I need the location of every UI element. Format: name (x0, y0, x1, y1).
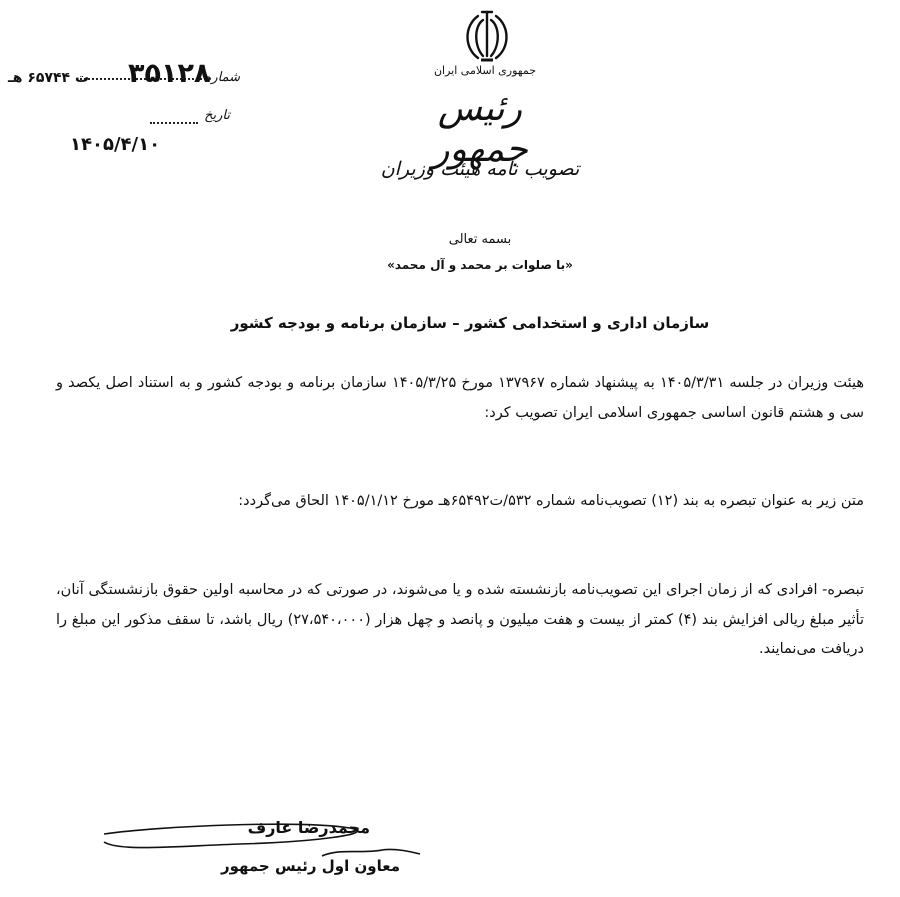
paragraph-amendment: متن زیر به عنوان تبصره به بند (۱۲) تصویب‌نامه شماره ۵۳۲/ت۶۵۴۹۲هـ مورخ ۱۴۰۵/۱/۱۲ الحاق می‌گردد: (238, 493, 864, 509)
paragraph-note: تبصره- افرادی که از زمان اجرای این تصویب‌نامه بازنشسته شده و یا می‌شوند، در صورتی که در محاسبه اولین حقوق بازنشستگی آنان، تأثیر مبلغ ریالی افزایش بند (۴) کمتر از بیست و هفت میلیون و پانصد و چهل هزار (۲۷،۵۴۰،۰۰۰) ریال باشد، تا سقف مذکور این مبلغ را دریافت می‌نمایند. (56, 582, 864, 657)
letter-number: ۳۵۱۲۸ (128, 58, 211, 89)
addressee-heading: سازمان اداری و استخدامی کشور – سازمان برنامه و بودجه کشور (230, 314, 710, 332)
number-label: شماره (204, 70, 240, 85)
letter-date: ۱۴۰۵/۴/۱۰ (70, 134, 161, 155)
approval-caption: تصویب نامه هیئت وزیران (380, 158, 580, 180)
signatory-name: محمدرضا عارف (247, 818, 370, 837)
date-dotted-line (150, 122, 198, 124)
bismillah: بسمه تعالی (448, 232, 512, 247)
letter-number-row (8, 58, 240, 92)
letter-date-row (150, 108, 230, 132)
date-label: تاریخ (204, 108, 230, 123)
iran-emblem-icon (456, 6, 518, 64)
paragraph-approval: هیئت وزیران در جلسه ۱۴۰۵/۳/۳۱ به پیشنهاد شماره ۱۳۷۹۶۷ مورخ ۱۴۰۵/۳/۲۵ سازمان برنامه و بودجه کشور و به استناد اصل یکصد و سی و هشتم قانون اساسی جمهوری اسلامی ایران تصویب کرد: (56, 375, 865, 421)
signatory-title: معاون اول رئیس جمهور (220, 857, 400, 875)
letter-code: ت ۶۵۷۴۴ هـ (8, 70, 90, 86)
salawat: «با صلوات بر محمد و آل محمد» (387, 258, 573, 272)
republic-caption: جمهوری اسلامی ایران (433, 64, 537, 77)
office-title: رئیس جمهور (432, 88, 528, 170)
